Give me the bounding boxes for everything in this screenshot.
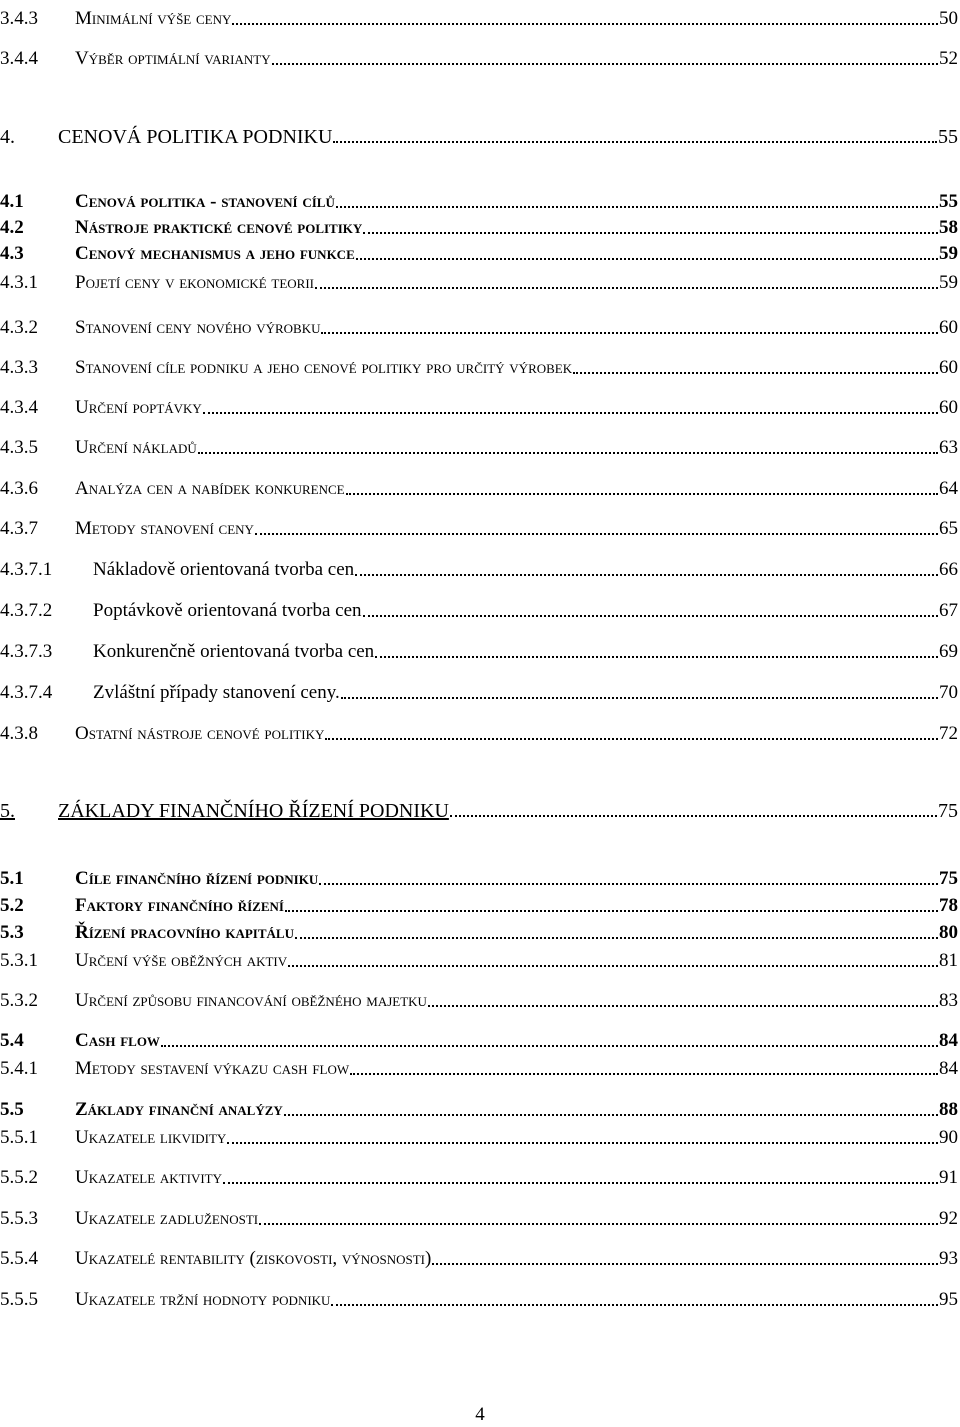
toc-entry-page: 88 <box>939 1099 958 1120</box>
toc-entry-page: 60 <box>939 317 958 338</box>
toc-entry-title: Pojetí ceny v ekonomické teorii <box>75 272 314 293</box>
toc-entry[interactable] <box>0 596 958 622</box>
dot-leader <box>272 62 938 65</box>
dot-leader <box>346 492 938 495</box>
toc-entry-page: 64 <box>939 478 958 499</box>
toc-entry-page: 95 <box>939 1289 958 1310</box>
toc-entry[interactable] <box>0 514 958 540</box>
toc-entry-number: 4.3.7.1 <box>0 559 53 580</box>
dot-leader <box>355 573 938 576</box>
toc-entry-number: 5.5.1 <box>0 1127 38 1148</box>
toc-entry-number: 5. <box>0 800 15 822</box>
toc-entry-title: Výběr optimální varianty <box>75 48 271 69</box>
toc-entry-number: 5.3.2 <box>0 990 38 1011</box>
toc-entry-title: Určení způsobu financování oběžného majetku <box>75 990 427 1011</box>
dot-leader <box>331 1303 938 1306</box>
toc-entry-number: 5.4.1 <box>0 1058 38 1079</box>
toc-entry-number: 4.3.5 <box>0 437 38 458</box>
toc-entry-page: 69 <box>939 641 958 662</box>
dot-leader <box>284 1113 938 1116</box>
toc-entry[interactable] <box>0 433 958 459</box>
toc-entry-title: Stanovení cíle podniku a jeho cenové politiky pro určitý výrobek <box>75 357 573 378</box>
toc-entry[interactable] <box>0 1026 958 1052</box>
toc-entry-page: 83 <box>939 990 958 1011</box>
toc-entry-number: 5.5.2 <box>0 1167 38 1188</box>
toc-entry[interactable] <box>0 4 958 30</box>
toc-entry-number: 4.3.6 <box>0 478 38 499</box>
dot-leader <box>450 814 937 817</box>
toc-entry[interactable] <box>0 213 958 239</box>
dot-leader <box>333 140 937 143</box>
toc-entry-number: 3.4.4 <box>0 48 38 69</box>
dot-leader <box>356 257 938 260</box>
dot-leader <box>198 451 938 454</box>
toc-entry-page: 70 <box>939 682 958 703</box>
toc-entry[interactable] <box>0 474 958 500</box>
toc-entry-page: 90 <box>939 1127 958 1148</box>
toc-entry-number: 5.3 <box>0 922 24 943</box>
toc-entry-page: 55 <box>939 191 958 212</box>
toc-entry-number: 4.3.7.4 <box>0 682 53 703</box>
toc-entry-page: 63 <box>939 437 958 458</box>
toc-entry-page: 52 <box>939 48 958 69</box>
dot-leader <box>363 231 938 234</box>
toc-entry-title: Faktory finančního řízení <box>75 895 284 916</box>
toc-entry[interactable] <box>0 1054 958 1080</box>
toc-entry-number: 4.3.7.2 <box>0 600 53 621</box>
dot-leader <box>255 532 938 535</box>
toc-entry-number: 4.1 <box>0 191 24 212</box>
toc-entry[interactable] <box>0 239 958 265</box>
dot-leader <box>295 936 938 939</box>
toc-entry-page: 75 <box>939 868 958 889</box>
toc-entry-title: Stanovení ceny nového výrobku <box>75 317 321 338</box>
dot-leader <box>573 371 938 374</box>
dot-leader <box>319 882 938 885</box>
toc-entry-title: Poptávkově orientovaná tvorba cen <box>93 600 362 621</box>
dot-leader <box>432 1262 938 1265</box>
dot-leader <box>203 411 938 414</box>
toc-entry-page: 84 <box>939 1058 958 1079</box>
toc-entry-title: Zvláštní případy stanovení ceny. <box>93 682 340 703</box>
toc-entry-page: 50 <box>939 8 958 29</box>
dot-leader <box>321 331 938 334</box>
toc-entry-title: Cenová politika - stanovení cílů <box>75 191 335 212</box>
dot-leader <box>428 1004 938 1007</box>
toc-entry-page: 66 <box>939 559 958 580</box>
toc-entry[interactable] <box>0 637 958 663</box>
toc-entry-page: 80 <box>939 922 958 943</box>
toc-entry[interactable] <box>0 1285 958 1311</box>
toc-entry-page: 58 <box>939 217 958 238</box>
toc-entry-number: 4.3.4 <box>0 397 38 418</box>
toc-entry[interactable] <box>0 268 958 294</box>
toc-entry-title: Určení výše oběžných aktiv <box>75 950 288 971</box>
toc-entry-page: 92 <box>939 1208 958 1229</box>
toc-entry[interactable] <box>0 946 958 972</box>
dot-leader <box>227 1141 938 1144</box>
toc-entry-page: 84 <box>939 1030 958 1051</box>
toc-entry-number: 4.3.7 <box>0 518 38 539</box>
toc-entry[interactable] <box>0 1204 958 1230</box>
toc-entry-page: 75 <box>938 800 958 822</box>
toc-entry[interactable] <box>0 796 958 822</box>
toc-entry-title: Ukazatelé rentability (ziskovosti, výnosnosti) <box>75 1248 432 1269</box>
toc-entry-number: 4.3.2 <box>0 317 38 338</box>
toc-entry-title: Určení poptávky <box>75 397 202 418</box>
toc-entry-page: 60 <box>939 357 958 378</box>
toc-entry[interactable] <box>0 393 958 419</box>
toc-entry-title: Řízení pracovního kapitálu <box>75 922 294 943</box>
toc-entry-title: Základy finanční analýzy <box>75 1099 283 1120</box>
toc-entry-title: Ostatní nástroje cenové politiky <box>75 723 325 744</box>
toc-entry-number: 4.3.8 <box>0 723 38 744</box>
toc-entry-page: 78 <box>939 895 958 916</box>
toc-entry[interactable] <box>0 986 958 1012</box>
toc-entry-title: ZÁKLADY FINANČNÍHO ŘÍZENÍ PODNIKU <box>58 800 449 822</box>
toc-entry-title: Ukazatele likvidity <box>75 1127 227 1148</box>
toc-entry-page: 60 <box>939 397 958 418</box>
toc-entry-title: Určení nákladů <box>75 437 197 458</box>
toc-entry-number: 5.5.3 <box>0 1208 38 1229</box>
toc-entry-title: Cíle finančního řízení podniku <box>75 868 319 889</box>
toc-entry-page: 93 <box>939 1248 958 1269</box>
toc-entry-number: 5.4 <box>0 1030 24 1051</box>
toc-entry[interactable] <box>0 891 958 917</box>
toc-entry-number: 4.2 <box>0 217 24 238</box>
toc-entry-title: Nástroje praktické cenové politiky <box>75 217 363 238</box>
toc-entry-title: Ukazatele tržní hodnoty podniku <box>75 1289 331 1310</box>
toc-entry[interactable] <box>0 555 958 581</box>
toc-entry[interactable] <box>0 1244 958 1270</box>
toc-entry-page: 81 <box>939 950 958 971</box>
toc-entry-number: 5.5.4 <box>0 1248 38 1269</box>
toc-entry-page: 72 <box>939 723 958 744</box>
toc-entry-title: Ukazatele zadluženosti <box>75 1208 259 1229</box>
toc-entry-page: 65 <box>939 518 958 539</box>
toc-entry-number: 4.3 <box>0 243 24 264</box>
toc-entry-number: 4. <box>0 126 15 148</box>
toc-entry-page: 59 <box>939 272 958 293</box>
toc-entry[interactable] <box>0 1095 958 1121</box>
toc-entry-page: 59 <box>939 243 958 264</box>
toc-entry-title: CENOVÁ POLITIKA PODNIKU <box>58 126 333 148</box>
dot-leader <box>232 22 938 25</box>
dot-leader <box>223 1181 938 1184</box>
toc-entry[interactable] <box>0 353 958 379</box>
dot-leader <box>315 286 938 289</box>
toc-entry-title: Nákladově orientovaná tvorba cen <box>93 559 355 580</box>
toc-entry-page: 55 <box>938 126 958 148</box>
toc-entry-title: Cenový mechanismus a jeho funkce <box>75 243 355 264</box>
toc-entry[interactable] <box>0 1163 958 1189</box>
dot-leader <box>363 614 938 617</box>
toc-entry-title: Cash flow <box>75 1030 160 1051</box>
dot-leader <box>375 655 938 658</box>
toc-entry-title: Metody stanovení ceny <box>75 518 254 539</box>
toc-entry-number: 5.5.5 <box>0 1289 38 1310</box>
toc-entry[interactable] <box>0 678 958 704</box>
toc-entry-number: 5.3.1 <box>0 950 38 971</box>
toc-entry[interactable] <box>0 719 958 745</box>
dot-leader <box>325 737 938 740</box>
toc-entry-title: Ukazatele aktivity <box>75 1167 222 1188</box>
toc-entry[interactable] <box>0 313 958 339</box>
toc-entry-title: Metody sestavení výkazu cash flow <box>75 1058 350 1079</box>
toc-entry-number: 4.3.7.3 <box>0 641 53 662</box>
dot-leader <box>341 696 938 699</box>
toc-entry[interactable] <box>0 918 958 944</box>
toc-entry-number: 5.5 <box>0 1099 24 1120</box>
toc-entry-number: 4.3.3 <box>0 357 38 378</box>
dot-leader <box>161 1044 938 1047</box>
toc-entry[interactable] <box>0 864 958 890</box>
dot-leader <box>336 205 938 208</box>
toc-entry-number: 4.3.1 <box>0 272 38 293</box>
toc-entry-number: 5.2 <box>0 895 24 916</box>
toc-entry-title: Konkurenčně orientovaná tvorba cen <box>93 641 375 662</box>
dot-leader <box>285 909 938 912</box>
dot-leader <box>288 964 938 967</box>
toc-entry-title: Minimální výše ceny <box>75 8 232 29</box>
dot-leader <box>259 1222 938 1225</box>
toc-entry-title: Analýza cen a nabídek konkurence <box>75 478 345 499</box>
toc-entry-page: 91 <box>939 1167 958 1188</box>
toc-entry-number: 5.1 <box>0 868 24 889</box>
toc-entry[interactable] <box>0 187 958 213</box>
toc-entry[interactable] <box>0 1123 958 1149</box>
toc-entry-page: 67 <box>939 600 958 621</box>
page-number: 4 <box>475 1404 485 1425</box>
toc-entry[interactable] <box>0 122 958 148</box>
toc-entry[interactable] <box>0 44 958 70</box>
toc-entry-number: 3.4.3 <box>0 8 38 29</box>
dot-leader <box>350 1072 938 1075</box>
